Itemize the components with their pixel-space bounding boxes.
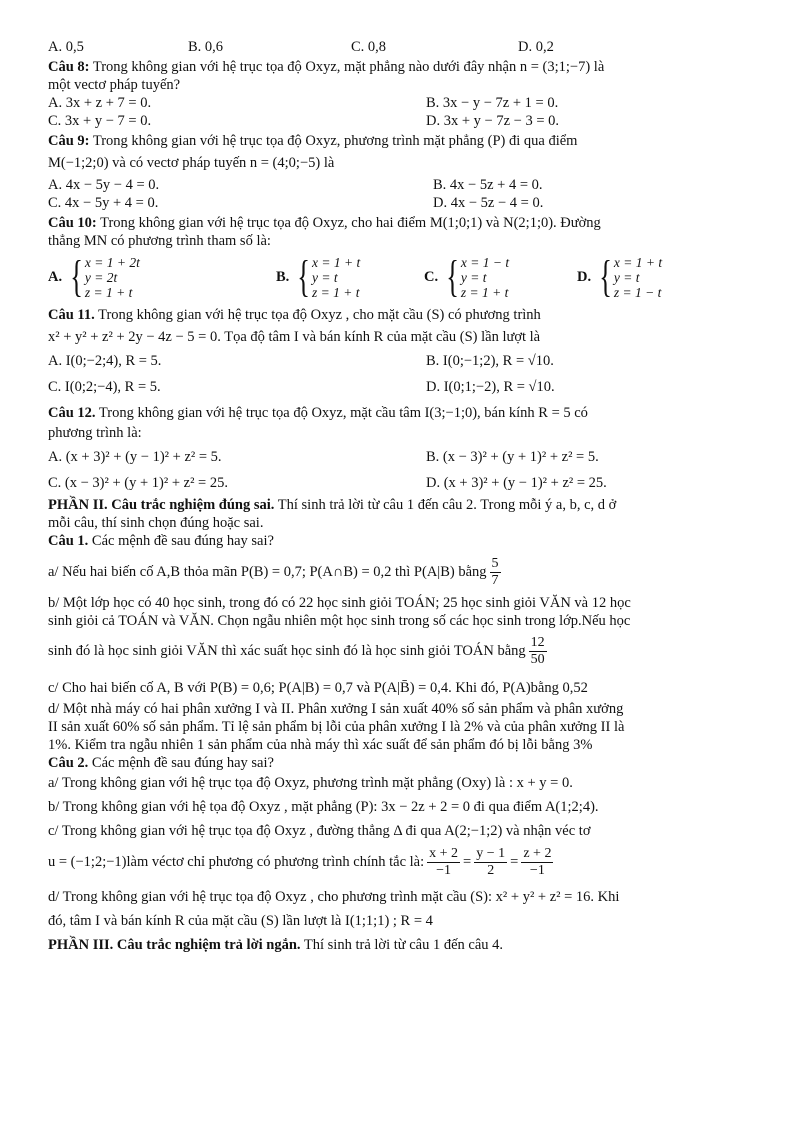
q8-option-d: D. 3x + y − 7z − 3 = 0. bbox=[426, 113, 559, 129]
q10-option-d bbox=[577, 252, 663, 301]
exam-page bbox=[48, 38, 753, 954]
q11-option-d: D. I(0;1;−2), R = √10. bbox=[426, 379, 555, 395]
q12-row-ab bbox=[48, 448, 753, 470]
q10-option-a bbox=[48, 252, 276, 301]
eq-line: y = t bbox=[613, 269, 640, 285]
q11-stem bbox=[48, 306, 753, 324]
fraction-denominator: −1 bbox=[436, 862, 452, 878]
equals-sign: = bbox=[510, 854, 519, 870]
q12-option-d: D. (x + 3)² + (y − 1)² + z² = 25. bbox=[426, 475, 607, 491]
fraction-numerator: 5 bbox=[491, 555, 499, 571]
part2-intro bbox=[48, 496, 753, 514]
q9-option-b: B. 4x − 5z + 4 = 0. bbox=[433, 177, 543, 193]
q7-option-d: D. 0,2 bbox=[518, 39, 554, 55]
p2-c2-fraction-z bbox=[521, 846, 553, 879]
q12-text: Trong không gian với hệ trục tọa độ Oxyz, mặt cầu tâm I(3;−1;0), bán kính R = 5 có bbox=[98, 405, 588, 421]
q10-option-c bbox=[424, 252, 577, 301]
eq-line: y = t bbox=[460, 269, 487, 285]
q9-option-a: A. 4x − 5y − 4 = 0. bbox=[48, 177, 160, 193]
fraction-denominator: −1 bbox=[529, 862, 545, 878]
fraction-denominator: 2 bbox=[487, 862, 495, 878]
fraction-denominator: 50 bbox=[530, 651, 545, 667]
q7-option-b: B. 0,6 bbox=[188, 39, 224, 55]
fraction-numerator: z + 2 bbox=[523, 845, 552, 861]
q12-label: Câu 12. bbox=[48, 405, 96, 421]
p2-c2-c-2-text: u = (−1;2;−1)làm véctơ chỉ phương có phương trình chính tắc là: bbox=[48, 854, 425, 870]
p2-c1-b-2: sinh giỏi cả TOÁN và VĂN. Chọn ngẫu nhiên một học sinh trong số các học sinh trong lớp.Nếu học bbox=[48, 613, 631, 629]
p2-c1-b-fraction bbox=[529, 635, 547, 668]
q11-stem-2: x² + y² + z² + 2y − 4z − 5 = 0. Tọa độ tâm I và bán kính R của mặt cầu (S) lần lượt là bbox=[48, 329, 541, 345]
p2-c2-label: Câu 2. bbox=[48, 755, 89, 771]
q12-option-b: B. (x − 3)² + (y + 1)² + z² = 5. bbox=[426, 449, 599, 465]
q10-system-d bbox=[595, 252, 663, 301]
q8-label: Câu 8: bbox=[48, 59, 90, 75]
part3-heading: PHẦN III. Câu trắc nghiệm trả lời ngắn. bbox=[48, 937, 301, 953]
p2-c2-b: b/ Trong không gian với hệ tọa độ Oxyz , mặt phẳng (P): 3x − 2z + 2 = 0 đi qua điểm A(1;2;4). bbox=[48, 799, 599, 815]
p2-c1-d-2: II sản xuất 60% số sản phẩm. Tỉ lệ sản phẩm bị lỗi của phân xưởng I là 2% và của phân xưởng II là bbox=[48, 719, 625, 735]
q10-options bbox=[48, 250, 753, 304]
q10-system-a bbox=[66, 252, 140, 301]
q9-option-c: C. 4x − 5y + 4 = 0. bbox=[48, 195, 159, 211]
q8-option-b: B. 3x − y − 7z + 1 = 0. bbox=[426, 95, 559, 111]
q9-stem bbox=[48, 132, 753, 150]
q11-label: Câu 11. bbox=[48, 307, 95, 323]
part3-instr: Thí sinh trả lời từ câu 1 đến câu 4. bbox=[303, 937, 504, 953]
q9-text: Trong không gian với hệ trục tọa độ Oxyz, phương trình mặt phẳng (P) đi qua điểm bbox=[92, 133, 578, 149]
part3-intro bbox=[48, 936, 753, 954]
q12-stem bbox=[48, 404, 753, 422]
q8-option-c: C. 3x + y − 7 = 0. bbox=[48, 113, 152, 129]
q11-row-cd bbox=[48, 378, 753, 398]
eq-line: x = 1 + t bbox=[312, 254, 361, 270]
p2-c2-a: a/ Trong không gian với hệ trục tọa độ Oxyz, phương trình mặt phẳng (Oxy) là : x + y = 0. bbox=[48, 775, 573, 791]
q9-option-d: D. 4x − 5z − 4 = 0. bbox=[433, 195, 544, 211]
q11-text: Trong không gian với hệ trục tọa độ Oxyz , cho mặt cầu (S) có phương trình bbox=[98, 307, 541, 323]
brace-icon: { bbox=[69, 252, 83, 301]
part2-instr: Thí sinh trả lời từ câu 1 đến câu 2. Trong mỗi ý a, b, c, d ở bbox=[277, 497, 617, 513]
q8-stem bbox=[48, 58, 753, 76]
q12-option-c: C. (x − 3)² + (y + 1)² + z² = 25. bbox=[48, 475, 228, 491]
p2-c2-text: Các mệnh đề sau đúng hay sai? bbox=[91, 755, 274, 771]
p2-c1-b-3 bbox=[48, 630, 753, 672]
q11-row-ab bbox=[48, 352, 753, 372]
q10-text: Trong không gian với hệ trục tọa độ Oxyz, cho hai điểm M(1;0;1) và N(2;1;0). Đường bbox=[100, 215, 601, 231]
brace-icon: { bbox=[445, 252, 459, 301]
p2-c2-d-1: d/ Trong không gian với hệ trục tọa độ Oxyz , cho phương trình mặt cầu (S): x² + y² + z² = 16. Khi bbox=[48, 889, 620, 905]
q10-stem-2: thẳng MN có phương trình tham số là: bbox=[48, 233, 271, 249]
eq-line: y = t bbox=[312, 269, 338, 285]
q12-option-a: A. (x + 3)² + (y − 1)² + z² = 5. bbox=[48, 449, 222, 465]
q10-system-c bbox=[442, 252, 510, 301]
q10-option-b-letter: B. bbox=[276, 268, 290, 285]
q9-row-cd bbox=[48, 194, 753, 212]
p2-c1-a-fraction bbox=[490, 556, 501, 589]
q7-option-a: A. 0,5 bbox=[48, 39, 84, 55]
p2-c1-b-1: b/ Một lớp học có 40 học sinh, trong đó có 22 học sinh giỏi TOÁN; 25 học sinh giỏi VĂN và 12 học bbox=[48, 595, 631, 611]
brace-icon: { bbox=[297, 252, 310, 301]
q8-text: Trong không gian với hệ trục tọa độ Oxyz, mặt phẳng nào dưới đây nhận n = (3;1;−7) là bbox=[92, 59, 605, 75]
q10-option-c-letter: C. bbox=[424, 268, 439, 285]
equals-sign: = bbox=[463, 854, 472, 870]
q10-label: Câu 10: bbox=[48, 215, 97, 231]
q10-option-a-letter: A. bbox=[48, 268, 63, 285]
q8-row-ab bbox=[48, 94, 753, 112]
eq-line: z = 1 + t bbox=[312, 284, 360, 300]
p2-c2-c-1: c/ Trong không gian với hệ trục tọa độ Oxyz , đường thẳng Δ đi qua A(2;−1;2) và nhận véc tơ bbox=[48, 823, 591, 839]
p2-c1-d-1: d/ Một nhà máy có hai phân xưởng I và II. Phân xưởng I sản xuất 40% số sản phẩm và phân xưởng bbox=[48, 701, 624, 717]
brace-icon: { bbox=[598, 252, 612, 301]
eq-line: z = 1 − t bbox=[613, 284, 662, 300]
q9-label: Câu 9: bbox=[48, 133, 90, 149]
q8-stem-2: một vectơ pháp tuyến? bbox=[48, 77, 181, 93]
q9-row-ab bbox=[48, 176, 753, 194]
q9-stem-2: M(−1;2;0) và có vectơ pháp tuyến n = (4;0;−5) là bbox=[48, 155, 335, 171]
part2-heading: PHẦN II. Câu trắc nghiệm đúng sai. bbox=[48, 497, 275, 513]
eq-line: y = 2t bbox=[84, 269, 118, 285]
eq-line: x = 1 + t bbox=[613, 254, 663, 270]
eq-line: x = 1 − t bbox=[460, 254, 510, 270]
q10-option-b bbox=[276, 252, 424, 301]
p2-c1-c: c/ Cho hai biến cố A, B với P(B) = 0,6; P(A|B) = 0,7 và P(A|B̄) = 0,4. Khi đó, P(A)bằng 0,52 bbox=[48, 680, 588, 696]
part2-instr-2: mỗi câu, thí sinh chọn đúng hoặc sai. bbox=[48, 515, 264, 531]
q7-options bbox=[48, 38, 753, 56]
p2-c1-d-3: 1%. Kiểm tra ngẫu nhiên 1 sản phẩm của nhà máy thì xác suất để sản phẩm đó bị lỗi bằng 3% bbox=[48, 737, 593, 753]
p2-c1-b-3-text: sinh đó là học sinh giỏi VĂN thì xác suất học sinh đó là học sinh giỏi TOÁN bằng bbox=[48, 643, 526, 659]
fraction-numerator: x + 2 bbox=[429, 845, 459, 861]
p2-c1-a bbox=[48, 550, 753, 594]
q10-system-b bbox=[293, 252, 361, 301]
eq-line: z = 1 + t bbox=[460, 284, 509, 300]
fraction-numerator: y − 1 bbox=[476, 845, 506, 861]
q12-row-cd bbox=[48, 474, 753, 496]
p2-c2-stem bbox=[48, 754, 753, 772]
q7-option-c: C. 0,8 bbox=[351, 39, 387, 55]
p2-c1-stem bbox=[48, 532, 753, 550]
p2-c2-fraction-x bbox=[427, 846, 460, 879]
q11-option-b: B. I(0;−1;2), R = √10. bbox=[426, 353, 554, 369]
q8-option-a: A. 3x + z + 7 = 0. bbox=[48, 95, 152, 111]
fraction-numerator: 12 bbox=[530, 634, 545, 650]
p2-c1-a-text: a/ Nếu hai biến cố A,B thỏa mãn P(B) = 0,7; P(A∩B) = 0,2 thì P(A|B) bằng bbox=[48, 564, 487, 580]
fraction-denominator: 7 bbox=[491, 572, 499, 588]
p2-c1-label: Câu 1. bbox=[48, 533, 89, 549]
q10-option-d-letter: D. bbox=[577, 268, 592, 285]
eq-line: z = 1 + t bbox=[84, 284, 133, 300]
eq-line: x = 1 + 2t bbox=[84, 254, 140, 270]
p2-c1-text: Các mệnh đề sau đúng hay sai? bbox=[91, 533, 274, 549]
p2-c2-d-2: đó, tâm I và bán kính R của mặt cầu (S) lần lượt là I(1;1;1) ; R = 4 bbox=[48, 913, 433, 929]
q11-option-a: A. I(0;−2;4), R = 5. bbox=[48, 353, 162, 369]
q8-row-cd bbox=[48, 112, 753, 130]
p2-c2-c-2 bbox=[48, 840, 753, 884]
q10-stem bbox=[48, 214, 753, 232]
q11-option-c: C. I(0;2;−4), R = 5. bbox=[48, 379, 161, 395]
q12-stem-2: phương trình là: bbox=[48, 425, 142, 441]
p2-c2-fraction-y bbox=[474, 846, 507, 879]
